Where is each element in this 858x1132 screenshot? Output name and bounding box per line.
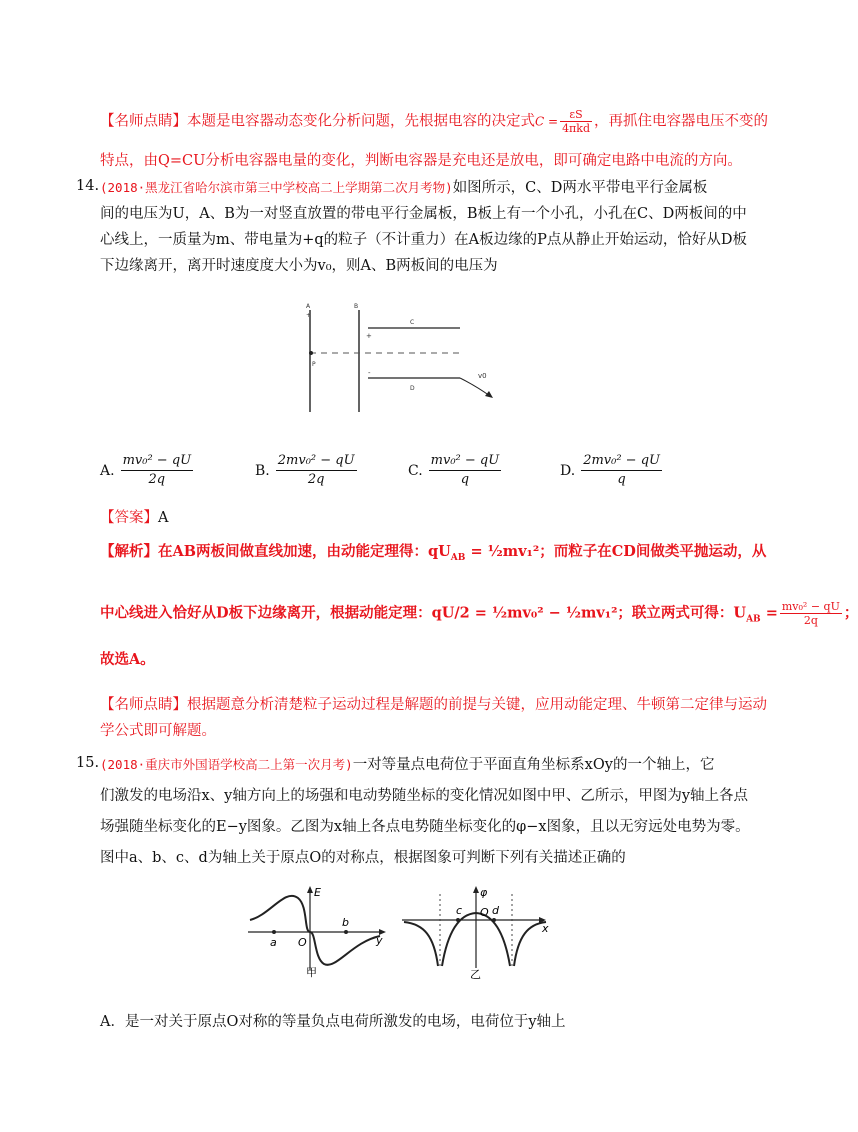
formula-numerator: εS [560,108,592,122]
option-c-fraction [429,452,502,489]
option-a-numerator: mv₀² − qU [121,452,194,471]
option-d-numerator: 2mv₀² − qU [581,452,662,471]
caption-yi: 乙 [470,968,481,981]
option-c-denominator: q [460,472,470,487]
label-d: d [492,904,499,917]
label-a: a [270,936,277,949]
question-15-number: 15. [76,755,100,771]
question-14-number: 14. [76,178,100,194]
question-15-option-a[interactable]: A．是一对关于原点O对称的等量负点电荷所激发的电场，电荷位于y轴上 [100,1014,566,1030]
phi-axis-arrow-icon [473,886,479,893]
label-x: x [542,922,549,935]
option-c-numerator: mv₀² − qU [429,452,502,471]
trajectory [460,378,490,396]
velocity-arrow-icon [485,391,493,398]
question-15-line-3: 场强随坐标变化的E−y图象。乙图为x轴上各点电势随坐标变化的φ−x图象，且以无穷远处电势为零。 [100,819,750,835]
tip-text-post: ，再抓住电容器电压不变的 [594,113,768,130]
analysis-sub-1: AB [450,552,466,563]
option-d-denominator: q [617,472,626,487]
figure-yi-phi-x [398,880,558,980]
analysis-result-fraction [780,600,842,627]
option-b-fraction [276,452,357,489]
point-c [456,918,460,922]
tip-tag: 【名师点睛】 [100,113,187,130]
label-e: E [314,886,321,899]
label-plus-a: + [306,312,312,319]
point-p [309,351,313,355]
point-d [492,918,496,922]
label-d: D [410,385,415,392]
tip-2-line-2: 学公式即可解题。 [100,723,216,739]
label-o-yi: O [480,906,489,919]
question-14-line-3: 心线上，一质量为m、带电量为+q的粒子（不计重力）在A板边缘的P点从静止开始运动，恰好从D板 [100,232,748,248]
option-b-label: B. [255,462,270,479]
question-14-line-1 [100,178,707,198]
answer-value: A [158,510,169,526]
tip-1-line-1 [100,108,768,135]
question-14-source: (2018·黑龙江省哈尔滨市第三中学校高二上学期第二次月考物) [100,180,453,195]
tip-2-tag: 【名师点睛】 [100,697,187,713]
question-15-line-4: 图中a、b、c、d为轴上关于原点O的对称点，根据图象可判断下列有关描述正确的 [100,850,626,866]
tip-2-text: 根据题意分析清楚粒子运动过程是解题的前提与关键，应用动能定理、牛顿第二定律与运动 [187,697,767,713]
label-b: B [354,303,359,310]
answer-line [100,508,168,528]
e-axis-arrow-icon [307,886,313,893]
analysis-sub-2: AB [746,614,761,625]
analysis-eq-2: = [760,604,778,622]
option-a[interactable] [100,452,195,489]
question-14-text: 如图所示，C、D两水平带电平行金属板 [452,180,708,196]
label-minus-d: - [368,369,371,377]
question-15-source: (2018·重庆市外国语学校高二上第一次月考) [100,757,353,772]
analysis-line-2 [100,600,858,629]
option-a-label: A. [100,462,115,479]
analysis-tag: 【解析】 [100,543,158,560]
tip-1-line-2: 特点，由Q=CU分析电容器电量的变化，判断电容器是充电还是放电，即可确定电路中电流的方向。 [100,153,742,169]
point-a [272,930,276,934]
analysis-result-numerator: mv₀² − qU [781,600,840,613]
analysis-eq-1: = ½mv₁²；而粒子在CD间做类平抛运动，从 [465,543,767,560]
label-v0: v0 [478,372,487,380]
option-a-fraction [121,452,194,489]
analysis-text-1: 在AB两板间做直线加速，由动能定理得：qU [158,543,451,560]
label-plus-c: + [366,332,372,340]
tip-2-line-1 [100,695,767,715]
option-b[interactable] [255,452,359,489]
question-15-line-1 [100,755,714,775]
label-y: y [376,934,383,947]
phi-curve-left [404,922,438,966]
question-14-line-2: 间的电压为U，A、B为一对竖直放置的带电平行金属板，B板上有一个小孔，小孔在C、D两板间的中 [100,206,747,222]
tip-text: 本题是电容器动态变化分析问题，先根据电容的决定式 [187,113,535,130]
analysis-end: ； [843,604,858,622]
option-d[interactable] [560,452,664,489]
label-c: C [410,319,415,326]
formula-denominator: 4πkd [562,122,590,135]
analysis-result-denominator: 2q [803,614,818,627]
question-15-text: 一对等量点电荷位于平面直角坐标系xOy的一个轴上，它 [352,757,715,773]
option-b-numerator: 2mv₀² − qU [276,452,357,471]
capacitance-formula [560,108,592,135]
label-o-jia: O [298,936,307,949]
answer-tag: 【答案】 [100,510,158,526]
option-d-fraction [581,452,662,489]
figure-jia-e-y [240,880,392,980]
label-b: b [342,916,349,929]
option-d-label: D. [560,462,576,479]
formula-lhs: C = [535,114,559,129]
option-c-label: C. [408,462,423,479]
option-c[interactable] [408,452,503,489]
label-c: c [456,904,463,917]
capacitor-figure [300,300,505,418]
option-b-denominator: 2q [307,472,325,487]
caption-jia: 甲 [306,966,317,979]
option-a-denominator: 2q [148,472,166,487]
analysis-line-1 [100,542,766,568]
question-14-line-4: 下边缘离开，离开时速度度大小为v₀，则A、B两板间的电压为 [100,258,498,274]
analysis-text-2: 中心线进入恰好从D板下边缘离开，根据动能定理：qU/2 = ½mv₀² − ½mv₁²；联立两式可得：U [100,604,747,622]
label-p: P [312,361,316,368]
question-15-line-2: 们激发的电场沿x、y轴方向上的场强和电动势随坐标的变化情况如图中甲、乙所示，甲图为y轴上各点 [100,788,749,804]
point-b [344,930,348,934]
e-y-curve [250,896,380,965]
label-a: A [306,303,311,310]
label-phi: φ [480,886,488,899]
analysis-line-3: 故选A。 [100,651,155,668]
